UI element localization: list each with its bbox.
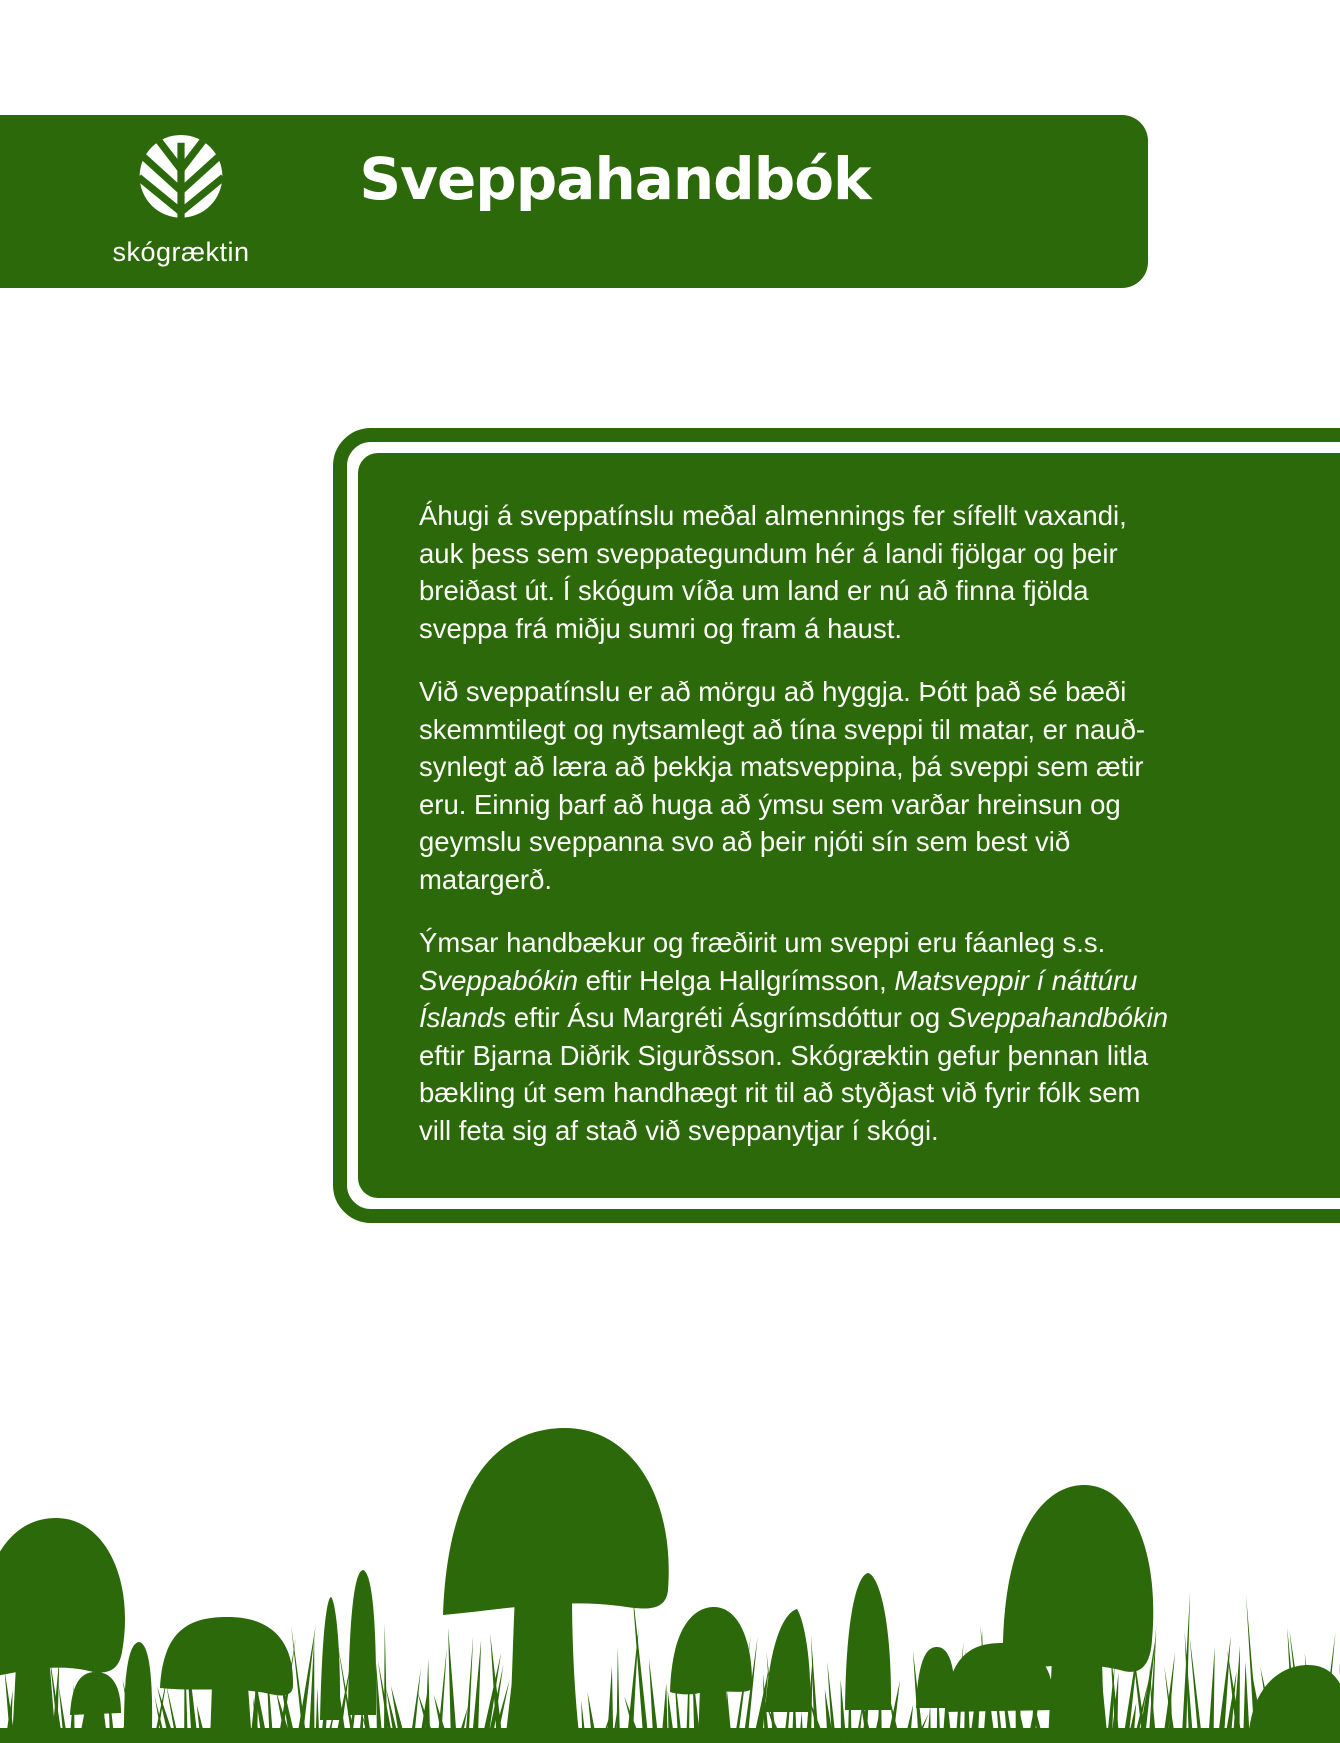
paragraph-line: geymslu sveppanna svo að þeir njóti sín sem best við	[419, 826, 1071, 857]
intro-box-inner	[358, 453, 1340, 1198]
paragraph-line: eru. Einnig þarf að huga að ýmsu sem varðar hreinsun og	[419, 788, 1121, 820]
paragraph-line: bækling út sem handhægt rit til að styðjast við fyrir fólk sem	[419, 1077, 1141, 1108]
paragraph	[419, 924, 1338, 1149]
page-title: Sveppahandbók	[359, 145, 871, 213]
mushroom-grass-silhouette	[0, 1280, 1340, 1743]
paragraph-line: sveppa frá miðju sumri og fram á haust.	[419, 612, 902, 644]
paragraph	[419, 497, 1338, 647]
tree-icon	[133, 135, 229, 235]
paragraph-line: Sveppabókin eftir Helga Hallgrímsson, Matsveppir í náttúru	[419, 964, 1138, 996]
paragraph-line: breiðast út. Í skógum víða um land er nú að finna fjölda	[419, 575, 1089, 606]
intro-box	[333, 428, 1340, 1223]
paragraph-line: Áhugi á sveppatínslu meðal almennings fer sífellt vaxandi,	[419, 500, 1127, 531]
paragraph-line: synlegt að læra að þekkja matsveppina, þá sveppi sem ætir	[419, 751, 1144, 782]
brand	[96, 135, 266, 268]
paragraph-line: Ýmsar handbækur og fræðirit um sveppi eru fáanleg s.s.	[419, 927, 1106, 958]
paragraph	[419, 673, 1338, 898]
paragraph-line: Íslands eftir Ásu Margréti Ásgrímsdóttur og Sveppahandbókin	[419, 1002, 1169, 1033]
paragraph-line: Við sveppatínslu er að mörgu að hyggja. Þótt það sé bæði	[419, 676, 1127, 707]
paragraph-line: eftir Bjarna Diðrik Sigurðsson. Skógræktin gefur þennan litla	[419, 1039, 1149, 1071]
paragraph-line: skemmtilegt og nytsamlegt að tína sveppi til matar, er nauð-	[419, 713, 1146, 745]
intro-paragraphs	[419, 497, 1338, 1149]
paragraph-line: vill feta sig af stað við sveppanytjar í skógi.	[419, 1114, 939, 1146]
header-bar	[0, 115, 1148, 288]
brand-name: skógræktin	[112, 237, 250, 267]
paragraph-line: auk þess sem sveppategundum hér á landi fjölgar og þeir	[419, 537, 1118, 569]
paragraph-line: matargerð.	[419, 863, 552, 895]
